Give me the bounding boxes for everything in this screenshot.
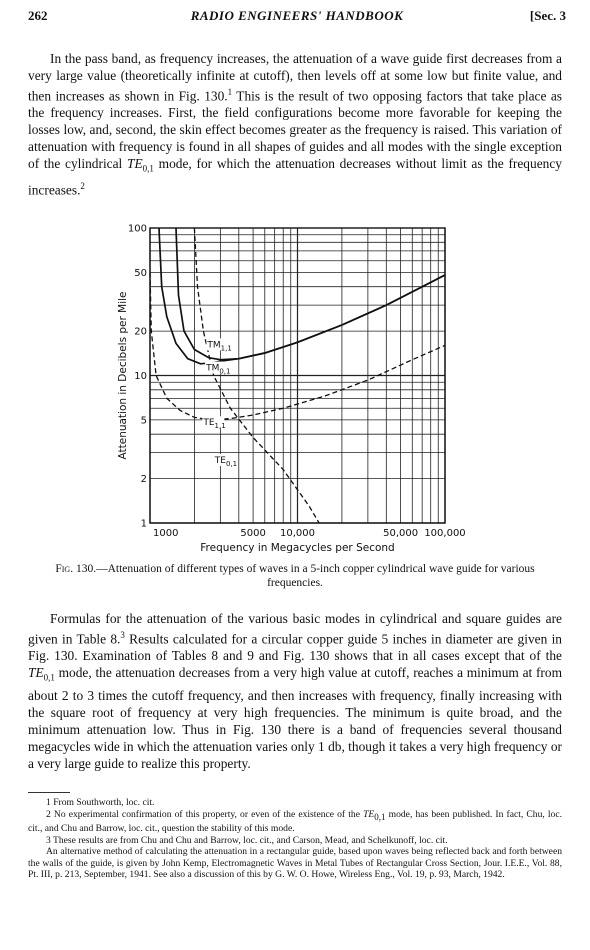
series-label: $TE_{0,1}$	[214, 456, 238, 469]
y-tick-label: 100	[127, 223, 147, 235]
footnote-ref: 2	[80, 181, 85, 192]
figure-caption	[28, 562, 562, 590]
mode-symbol: TE	[28, 665, 44, 681]
paragraph-text: In the pass band, as frequency increases, the attenuation of a wave guide first decreases from a very large value (theoretically infinite at cutoff), then levels off at some low but finite value, and then increases as shown in Fig. 130.	[28, 51, 562, 104]
footnote-1: 1 From Southworth, loc. cit.	[46, 797, 155, 808]
section-reference: [Sec. 3	[529, 8, 566, 23]
footnote-3: 3 These results are from Chu and Chu and Barrow, loc. cit., and Carson, Mead, and Schelkunoff, loc. cit.	[46, 834, 448, 846]
footnote-ref: 1	[227, 87, 233, 97]
series-label: $TE_{1,1}$	[203, 418, 226, 431]
series-line	[159, 228, 445, 364]
y-tick-label: 1	[140, 518, 147, 530]
paragraph-text: Formulas for the attenuation of the various basic modes in cylindrical and square guides are given in Table 8.	[28, 611, 562, 647]
footnote-4: An alternative method of calculating the attenuation in a rectangular guide, based upon waves being reflected back and forth between the walls of the guide, is given by John Kemp, Electromagnetic Waves in Metal Tubes of Rectangular Cross Section, Jour. I.E.E., Vol. 88, Pt. III, p. 213, September, 1941. See also a discussion of this by G. W. O. Howe, Wireless Eng., Vol. 19, p. 93, March, 1942.	[28, 846, 562, 881]
footnote-text: mode, has been published. In fact, Chu, loc. cit., and Chu and Barrow, loc. cit., question the stability of this mode.	[28, 808, 563, 835]
mode-subscript: 0,1	[374, 811, 386, 822]
page-header	[28, 8, 566, 28]
chart-grid	[150, 228, 445, 523]
caption-label: Fig. 130.	[55, 563, 97, 575]
attenuation-chart	[110, 218, 490, 558]
y-tick-label: 5	[140, 415, 147, 427]
y-tick-label: 50	[134, 267, 147, 279]
footnote-2	[28, 809, 562, 835]
y-axis-title: Attenuation in Decibels per Mile	[117, 291, 129, 460]
y-tick-label: 2	[140, 474, 147, 486]
series-label: $TM_{0,1}$	[206, 363, 231, 376]
series-label: $TM_{1,1}$	[207, 340, 232, 353]
mode-subscript: 0,1	[43, 673, 55, 684]
footnote-divider	[28, 792, 70, 793]
paragraph-pass-band	[28, 50, 562, 199]
paragraph-text: Results calculated for a circular copper guide 5 inches in diameter are given in Fig. 130. Examination of Tables 8 and 9 and Fig. 130 shows that in all cases except that of the	[28, 631, 562, 664]
x-tick-label: 1000	[153, 528, 179, 539]
paragraph-text: This is the result of two opposing factors that take place as the frequency increases. First, the field configurations become more favorable for keeping the losses low, and, second, the skin effect becomes greater as the frequency is raised. This variation of attenuation with frequency is found in all shapes of guides and all modes with the single exception of the cylindrical	[28, 88, 562, 172]
running-title: RADIO ENGINEERS' HANDBOOK	[190, 8, 404, 23]
x-tick-label: 5000	[240, 528, 266, 539]
y-tick-label: 20	[134, 326, 147, 338]
x-tick-label: 100,000	[424, 528, 466, 539]
x-tick-label: 50,000	[383, 528, 419, 539]
x-tick-label: 10,000	[280, 528, 315, 539]
footnote-ref: 3	[120, 630, 125, 640]
paragraph-text: mode, the attenuation decreases from a very high value at cutoff, reaches a minimum at from about 2 to 3 times the cutoff frequency, and then increases with frequency, finally increasing with the square root of frequency at very high frequencies. The minimum is quite broad, and the minimum attenuation low. Thus in Fig. 130 there is a band of frequencies several thousand megacycles wide in which the attenuation varies only 1 db, though it takes a very high frequency or a very large guide to realize this property.	[28, 665, 562, 772]
footnotes	[28, 797, 562, 881]
page-number: 262	[28, 8, 48, 23]
caption-text: —Attenuation of different types of waves in a 5-inch copper cylindrical wave guide for various frequencies.	[96, 563, 535, 589]
mode-symbol: TE	[127, 156, 143, 172]
mode-symbol: TE	[363, 808, 375, 820]
chart-labels	[117, 224, 466, 555]
paragraph-text: mode, for which the attenuation decreases without limit as the frequency increases.	[28, 156, 562, 198]
footnote-text: 2 No experimental confirmation of this property, or even of the existence of the	[46, 808, 364, 820]
mode-subscript: 0,1	[142, 164, 154, 175]
paragraph-formulas	[28, 610, 562, 772]
y-tick-label: 10	[134, 371, 147, 382]
x-axis-title: Frequency in Megacycles per Second	[200, 542, 395, 554]
